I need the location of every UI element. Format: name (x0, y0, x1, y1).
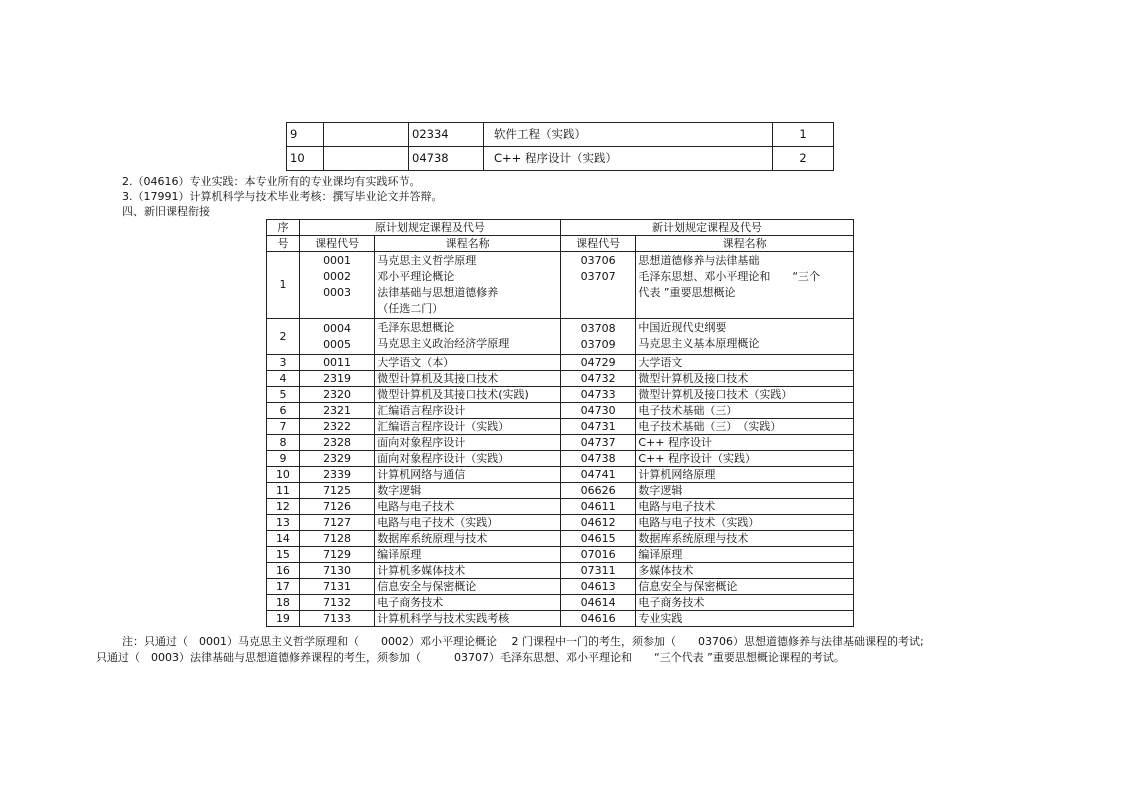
old-code-header: 课程代号 (299, 236, 374, 252)
course-name: 软件工程（实践） (484, 123, 773, 147)
new-course-code: 04730 (561, 403, 636, 419)
footnote (96, 634, 1006, 666)
footnote-line-1: 注：只通过（ 0001）马克思主义哲学原理和（ 0002）邓小平理论概论 2 门课程中一门的考生，须参加（ 03706）思想道德修养与法律基础课程的考试; (122, 635, 924, 648)
new-course-name: 数据库系统原理与技术 (636, 531, 854, 547)
mapping-row (267, 387, 854, 403)
new-course-name: 计算机网络原理 (636, 467, 854, 483)
old-course-name: 信息安全与保密概论 (375, 579, 561, 595)
old-course-code: 2319 (299, 371, 374, 387)
new-course-name: 微型计算机及接口技术 (636, 371, 854, 387)
old-course-code: 7128 (299, 531, 374, 547)
new-course-name: C++ 程序设计（实践） (636, 451, 854, 467)
seq-header-bottom: 号 (267, 236, 300, 252)
row1-old-code: 0003 (323, 286, 352, 299)
mapping-row (267, 515, 854, 531)
course-code: 02334 (409, 123, 484, 147)
new-course-name: 微型计算机及接口技术（实践） (636, 387, 854, 403)
old-course-name: 计算机多媒体技术 (375, 563, 561, 579)
course-seq: 10 (287, 147, 324, 171)
new-course-code: 04737 (561, 435, 636, 451)
mapping-row (267, 371, 854, 387)
row1-old-codes (299, 252, 374, 319)
old-course-code: 7130 (299, 563, 374, 579)
mapping-seq: 11 (267, 483, 300, 499)
new-course-name: 专业实践 (636, 611, 854, 627)
mapping-seq: 9 (267, 451, 300, 467)
row2-old-codes (299, 319, 374, 355)
row1-new-names (636, 252, 854, 319)
old-course-name: 大学语文（本） (375, 355, 561, 371)
old-course-name: 汇编语言程序设计 (375, 403, 561, 419)
new-course-name: 电子商务技术 (636, 595, 854, 611)
row1-old-name: 法律基础与思想道德修养 (377, 286, 499, 299)
old-course-code: 7125 (299, 483, 374, 499)
new-course-name: 电子技术基础（三） （实践） (636, 419, 854, 435)
row2-new-names (636, 319, 854, 355)
old-course-name: 电路与电子技术 (375, 499, 561, 515)
new-course-name: 电子技术基础（三） (636, 403, 854, 419)
row1-new-name: 代表 ”重要思想概论 (638, 286, 736, 299)
mapping-seq: 15 (267, 547, 300, 563)
new-course-name: 编译原理 (636, 547, 854, 563)
course-seq: 9 (287, 123, 324, 147)
old-course-name: 编译原理 (375, 547, 561, 563)
mapping-row (267, 595, 854, 611)
row1-new-codes (561, 252, 636, 319)
row2-old-name: 毛泽东思想概论 (377, 321, 455, 334)
course-credit: 2 (773, 147, 834, 171)
old-name-header: 课程名称 (375, 236, 561, 252)
row1-old-code: 0001 (323, 254, 352, 267)
mapping-row (267, 531, 854, 547)
course-table-continued (286, 122, 834, 171)
course-credit: 1 (773, 123, 834, 147)
row2-old-names (375, 319, 561, 355)
new-plan-header: 新计划规定课程及代号 (561, 220, 854, 236)
mapping-seq: 12 (267, 499, 300, 515)
row1-new-code: 03707 (580, 270, 616, 283)
old-course-code: 7129 (299, 547, 374, 563)
row2-new-name: 马克思主义基本原理概论 (638, 337, 760, 350)
course-name: C++ 程序设计（实践） (484, 147, 773, 171)
new-course-code: 04741 (561, 467, 636, 483)
new-course-code: 04616 (561, 611, 636, 627)
row1-new-name: 毛泽东思想、邓小平理论和 “三个 (638, 270, 821, 283)
old-course-code: 7132 (299, 595, 374, 611)
old-course-code: 2320 (299, 387, 374, 403)
course-row (287, 123, 834, 147)
new-course-code: 07016 (561, 547, 636, 563)
new-course-code: 06626 (561, 483, 636, 499)
mapping-seq: 16 (267, 563, 300, 579)
new-name-header: 课程名称 (636, 236, 854, 252)
new-course-name: 电路与电子技术 (636, 499, 854, 515)
old-course-name: 微型计算机及其接口技术 (375, 371, 561, 387)
old-plan-header: 原计划规定课程及代号 (299, 220, 560, 236)
new-course-code: 04731 (561, 419, 636, 435)
old-course-name: 汇编语言程序设计（实践） (375, 419, 561, 435)
old-course-code: 2328 (299, 435, 374, 451)
course-table-body (287, 123, 834, 171)
mapping-row (267, 435, 854, 451)
mapping-table-body (267, 220, 854, 627)
mapping-seq: 18 (267, 595, 300, 611)
mapping-seq: 7 (267, 419, 300, 435)
old-course-name: 微型计算机及其接口技术(实践) (375, 387, 561, 403)
new-course-name: 多媒体技术 (636, 563, 854, 579)
new-course-name: 电路与电子技术（实践） (636, 515, 854, 531)
row2-old-name: 马克思主义政治经济学原理 (377, 337, 510, 350)
mapping-row (267, 451, 854, 467)
mapping-seq: 6 (267, 403, 300, 419)
new-course-code: 04732 (561, 371, 636, 387)
new-course-name: C++ 程序设计 (636, 435, 854, 451)
row2-old-code: 0004 (323, 322, 352, 335)
course-row (287, 147, 834, 171)
mapping-seq: 3 (267, 355, 300, 371)
mapping-row (267, 547, 854, 563)
new-course-code: 04611 (561, 499, 636, 515)
mapping-row (267, 355, 854, 371)
old-course-name: 面向对象程序设计 (375, 435, 561, 451)
new-course-code: 07311 (561, 563, 636, 579)
mapping-seq: 5 (267, 387, 300, 403)
row1-old-name-note: （任选二门） (377, 302, 444, 315)
mapping-row (267, 611, 854, 627)
old-course-name: 计算机科学与技术实践考核 (375, 611, 561, 627)
mapping-seq: 17 (267, 579, 300, 595)
row1-new-code: 03706 (580, 254, 616, 267)
course-group (324, 123, 409, 147)
new-course-code: 04733 (561, 387, 636, 403)
new-course-name: 大学语文 (636, 355, 854, 371)
old-course-code: 7126 (299, 499, 374, 515)
old-course-name: 面向对象程序设计（实践） (375, 451, 561, 467)
new-course-code: 04612 (561, 515, 636, 531)
old-course-code: 2339 (299, 467, 374, 483)
old-course-code: 7131 (299, 579, 374, 595)
mapping-row (267, 467, 854, 483)
row2-new-code: 03709 (580, 338, 616, 351)
section-title: 四、新旧课程衔接 (122, 205, 210, 218)
mapping-seq: 13 (267, 515, 300, 531)
mapping-row (267, 563, 854, 579)
old-course-name: 数据库系统原理与技术 (375, 531, 561, 547)
mapping-row (267, 483, 854, 499)
row2-seq: 2 (267, 319, 300, 355)
new-course-code: 04738 (561, 451, 636, 467)
mapping-row-2 (267, 319, 854, 355)
practice-line: 2.（04616）专业实践：本专业所有的专业课均有实践环节。 (122, 175, 421, 188)
mapping-row (267, 419, 854, 435)
mapping-row (267, 499, 854, 515)
old-course-name: 电路与电子技术（实践） (375, 515, 561, 531)
row1-old-names (375, 252, 561, 319)
mapping-row (267, 579, 854, 595)
old-course-code: 7127 (299, 515, 374, 531)
new-course-code: 04729 (561, 355, 636, 371)
old-course-code: 2329 (299, 451, 374, 467)
row1-old-code: 0002 (323, 270, 352, 283)
old-course-code: 2321 (299, 403, 374, 419)
new-code-header: 课程代号 (561, 236, 636, 252)
row2-old-code: 0005 (323, 338, 352, 351)
row1-new-name: 思想道德修养与法律基础 (638, 254, 760, 267)
old-course-name: 电子商务技术 (375, 595, 561, 611)
new-course-name: 信息安全与保密概论 (636, 579, 854, 595)
row1-seq: 1 (267, 252, 300, 319)
mapping-seq: 4 (267, 371, 300, 387)
course-code: 04738 (409, 147, 484, 171)
old-course-code: 2322 (299, 419, 374, 435)
row1-old-name: 马克思主义哲学原理 (377, 254, 477, 267)
mapping-seq: 14 (267, 531, 300, 547)
old-course-code: 7133 (299, 611, 374, 627)
new-course-name: 数字逻辑 (636, 483, 854, 499)
new-course-code: 04614 (561, 595, 636, 611)
course-group (324, 147, 409, 171)
row1-old-name: 邓小平理论概论 (377, 270, 455, 283)
mapping-seq: 8 (267, 435, 300, 451)
mapping-seq: 19 (267, 611, 300, 627)
mapping-row-1 (267, 252, 854, 319)
row2-new-code: 03708 (580, 322, 616, 335)
new-course-code: 04613 (561, 579, 636, 595)
row2-new-codes (561, 319, 636, 355)
thesis-line: 3.（17991）计算机科学与技术毕业考核：撰写毕业论文并答辩。 (122, 190, 443, 203)
row2-new-name: 中国近现代史纲要 (638, 321, 727, 334)
mapping-header-row-2 (267, 236, 854, 252)
footnote-line-2: 只通过（ 0003）法律基础与思想道德修养课程的考生，须参加（ 03707）毛泽东思想、邓小平理论和 “三个代表 ”重要思想概论课程的考试。 (96, 651, 845, 664)
old-course-code: 0011 (299, 355, 374, 371)
course-mapping-table (266, 219, 854, 627)
old-course-name: 计算机网络与通信 (375, 467, 561, 483)
new-course-code: 04615 (561, 531, 636, 547)
mapping-header-row-1 (267, 220, 854, 236)
seq-header-top: 序 (267, 220, 300, 236)
mapping-row (267, 403, 854, 419)
mapping-seq: 10 (267, 467, 300, 483)
old-course-name: 数字逻辑 (375, 483, 561, 499)
